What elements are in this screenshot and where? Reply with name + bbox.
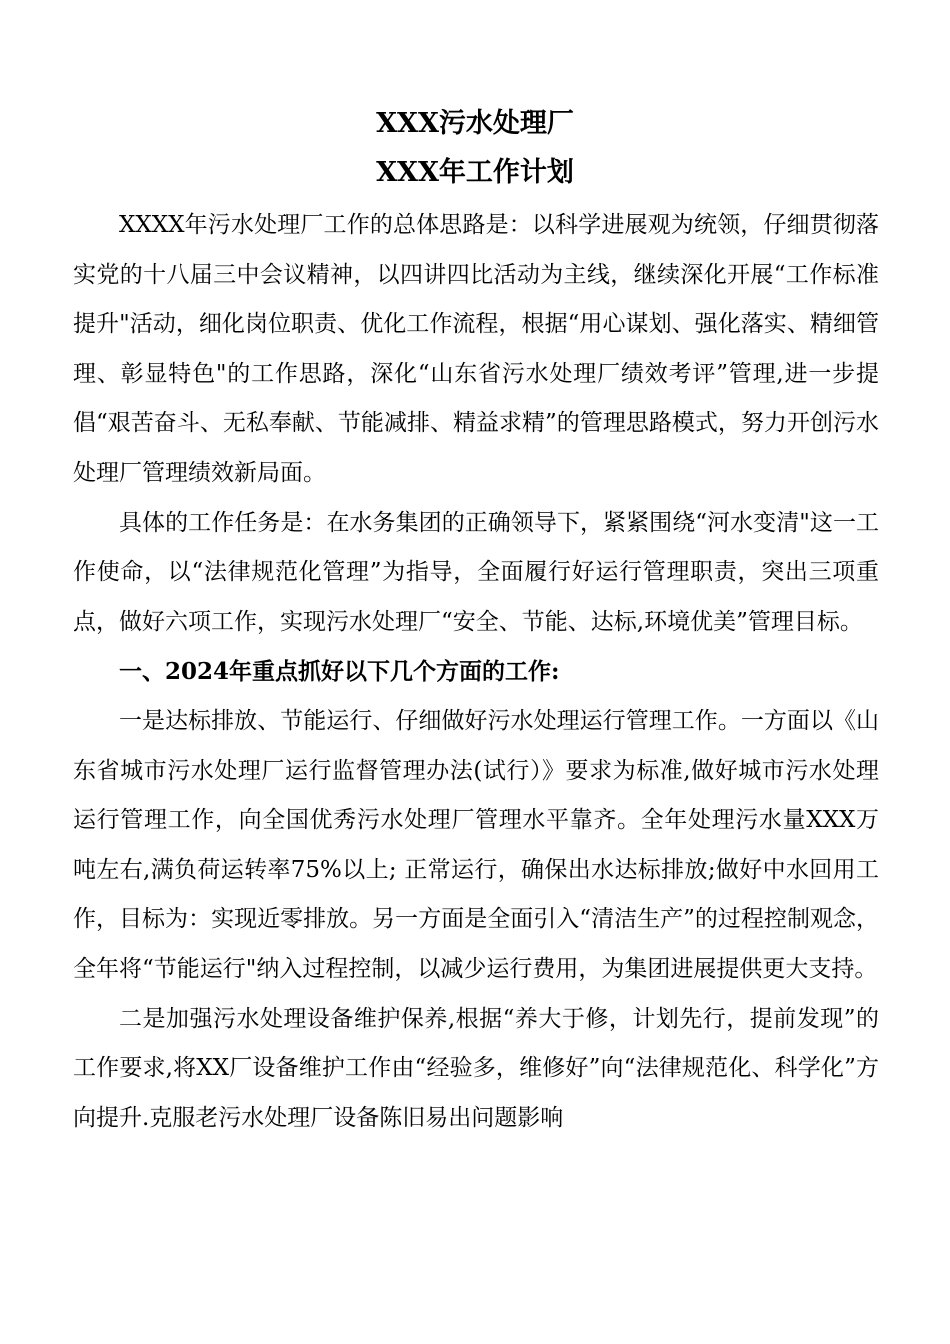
document-body: [73, 201, 879, 1143]
section-heading: 一、2024年重点抓好以下几个方面的工作:: [119, 658, 560, 686]
paragraph-specific-tasks: 具体的工作任务是：在水务集团的正确领导下，紧紧围绕“河水变清"这一工作使命，以“法律规范化管理”为指导，全面履行好运行管理职责，突出三项重点，做好六项工作，实现污水处理厂“安全、节能、达标,环境优美”管理目标。: [73, 509, 879, 635]
document-title-line2: XXX年工作计划: [376, 157, 574, 188]
paragraph-overall-approach: XXXX年污水处理厂工作的总体思路是：以科学进展观为统领，仔细贯彻落实党的十八届三中会议精神，以四讲四比活动为主线，继续深化开展“工作标准提升"活动，细化岗位职责、优化工作流程，根据“用心谋划、强化落实、精细管理、彰显特色"的工作思路，深化“山东省污水处理厂绩效考评”管理,进一步提倡“艰苦奋斗、无私奉献、节能减排、精益求精”的管理思路模式，努力开创污水处理厂管理绩效新局面。: [73, 212, 879, 486]
paragraph-item-two: 二是加强污水处理设备维护保养,根据“养大于修，计划先行，提前发现”的工作要求,将XX厂设备维护工作由“经验多，维修好”向“法律规范化、科学化”方向提升.克服老污水处理厂设备陈旧易出问题影响: [73, 1005, 879, 1131]
document-title-line1: XXX污水处理厂: [376, 108, 574, 139]
paragraph-item-one: 一是达标排放、节能运行、仔细做好污水处理运行管理工作。一方面以《山东省城市污水处理厂运行监督管理办法(试行）》要求为标准,做好城市污水处理运行管理工作，向全国优秀污水处理厂管理水平靠齐。全年处理污水量XXX万吨左右,满负荷运转率75%以上; 正常运行，确保出水达标排放;做好中水回用工作，目标为：实现近零排放。另一方面是全面引入“清洁生产”的过程控制观念，全年将“节能运行"纳入过程控制，以减少运行费用，为集团进展提供更大支持。: [73, 707, 879, 982]
